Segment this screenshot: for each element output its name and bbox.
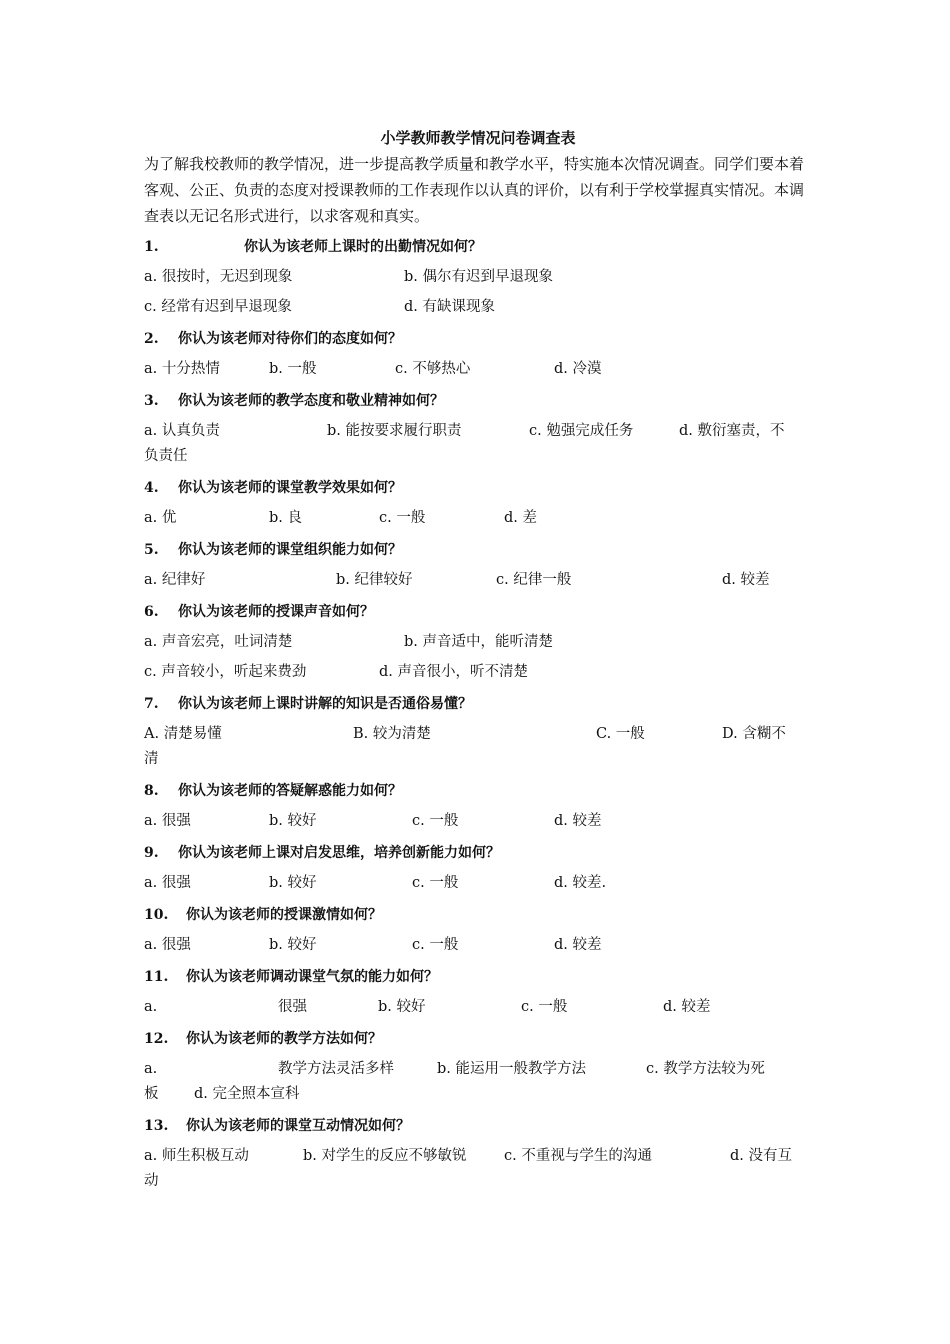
option-b[interactable]: b. 能按要求履行职责 [327,423,462,439]
options-7 [144,722,812,772]
options-10 [144,933,812,958]
question-number: 3. [144,393,159,409]
question-number: 11. [144,969,169,985]
option-c-continued: 板 [144,1086,159,1102]
option-d[interactable]: d. 有缺课现象 [404,299,495,315]
option-a[interactable]: a. 声音宏亮，吐词清楚 [144,634,293,650]
survey-document [144,125,812,1200]
option-b[interactable]: b. 对学生的反应不够敏锐 [303,1148,467,1164]
question-11 [144,964,812,990]
options-12 [144,1057,812,1107]
question-number: 9. [144,845,159,861]
option-d-continued: 清 [144,751,159,767]
option-d-continued: 动 [144,1173,159,1189]
page-title: 小学教师教学情况问卷调查表 [380,129,576,147]
option-b[interactable]: b. 较好 [378,999,426,1015]
option-b[interactable]: b. 一般 [269,361,317,377]
option-c[interactable]: c. 经常有迟到早退现象 [144,299,292,315]
option-c[interactable]: c. 教学方法较为死 [646,1061,765,1077]
question-number: 7. [144,696,159,712]
option-a[interactable]: a. 十分热情 [144,361,220,377]
question-number: 4. [144,480,159,496]
option-c[interactable]: c. 纪律一般 [496,572,572,588]
option-d[interactable]: d. 冷漠 [554,361,602,377]
question-text: 你认为该老师上课时讲解的知识是否通俗易懂？ [178,696,472,712]
question-number: 13. [144,1118,169,1134]
option-d[interactable]: d. 较差 [554,813,602,829]
option-b[interactable]: B. 较为清楚 [353,726,431,742]
question-number: 2. [144,331,159,347]
question-text: 你认为该老师的答疑解惑能力如何？ [178,783,402,799]
question-text: 你认为该老师的课堂教学效果如何？ [178,480,402,496]
option-a[interactable]: a. 很按时，无迟到现象 [144,269,293,285]
option-d[interactable]: d. 较差. [554,875,607,891]
options-13 [144,1144,812,1194]
option-a-marker[interactable]: a. [144,1061,158,1077]
option-a[interactable]: a. 纪律好 [144,572,206,588]
option-d[interactable]: D. 含糊不 [722,726,786,742]
option-b[interactable]: b. 能运用一般教学方法 [437,1061,586,1077]
option-a[interactable]: a. 优 [144,510,177,526]
question-10 [144,902,812,928]
option-d[interactable]: d. 完全照本宣科 [194,1086,300,1102]
question-text: 你认为该老师的教学方法如何？ [186,1031,382,1047]
question-12 [144,1026,812,1052]
question-text: 你认为该老师对待你们的态度如何？ [178,331,402,347]
question-number: 12. [144,1031,169,1047]
options-8 [144,809,812,834]
option-c[interactable]: C. 一般 [596,726,645,742]
option-b[interactable]: b. 较好 [269,813,317,829]
option-a[interactable]: A. 清楚易懂 [144,726,222,742]
question-3 [144,388,812,414]
question-7 [144,691,812,717]
option-a-label[interactable]: 教学方法灵活多样 [278,1061,394,1077]
options-1 [144,265,812,320]
options-9 [144,871,812,896]
options-3 [144,419,812,469]
option-c[interactable]: c. 不重视与学生的沟通 [504,1148,652,1164]
question-number: 1. [144,239,159,255]
question-9 [144,840,812,866]
option-d[interactable]: d. 较差 [722,572,770,588]
option-b[interactable]: b. 良 [269,510,303,526]
option-a[interactable]: a. 师生积极互动 [144,1148,249,1164]
option-d[interactable]: d. 差 [504,510,538,526]
option-c[interactable]: c. 一般 [412,813,459,829]
option-c[interactable]: c. 一般 [379,510,426,526]
question-number: 10. [144,907,169,923]
option-a[interactable]: a. 很强 [144,937,191,953]
option-d[interactable]: d. 较差 [663,999,711,1015]
question-2 [144,326,812,352]
option-d[interactable]: d. 没有互 [730,1148,792,1164]
question-text: 你认为该老师上课时的出勤情况如何？ [244,239,482,255]
question-6 [144,599,812,625]
option-b[interactable]: b. 声音适中，能听清楚 [404,634,553,650]
question-5 [144,537,812,563]
option-d[interactable]: d. 较差 [554,937,602,953]
question-number: 6. [144,604,159,620]
option-b[interactable]: b. 较好 [269,875,317,891]
option-a[interactable]: a. 认真负责 [144,423,220,439]
question-text: 你认为该老师的课堂互动情况如何？ [186,1118,410,1134]
option-a-marker[interactable]: a. [144,999,158,1015]
question-text: 你认为该老师的课堂组织能力如何？ [178,542,402,558]
option-c[interactable]: c. 不够热心 [395,361,471,377]
options-6 [144,630,812,685]
question-8 [144,778,812,804]
question-1 [144,234,812,260]
question-text: 你认为该老师调动课堂气氛的能力如何？ [186,969,438,985]
option-b[interactable]: b. 偶尔有迟到早退现象 [404,269,553,285]
question-text: 你认为该老师的教学态度和敬业精神如何？ [178,393,444,409]
option-d[interactable]: d. 敷衍塞责，不 [679,423,785,439]
option-c[interactable]: c. 一般 [412,875,459,891]
option-d-continued: 负责任 [144,448,188,464]
intro-paragraph: 为了解我校教师的教学情况，进一步提高教学质量和教学水平，特实施本次情况调查。同学们要本着客观、公正、负责的态度对授课教师的工作表现作以认真的评价，以有利于学校掌握真实情况。本调查表以无记名形式进行，以求客观和真实。 [144,155,805,225]
options-2 [144,357,812,382]
question-number: 8. [144,783,159,799]
option-a-label[interactable]: 很强 [278,999,307,1015]
question-4 [144,475,812,501]
option-a[interactable]: a. 很强 [144,813,191,829]
question-text: 你认为该老师的授课声音如何？ [178,604,374,620]
option-a[interactable]: a. 很强 [144,875,191,891]
question-number: 5. [144,542,159,558]
option-c[interactable]: c. 一般 [412,937,459,953]
option-b[interactable]: b. 较好 [269,937,317,953]
option-d[interactable]: d. 声音很小，听不清楚 [379,664,528,680]
option-c[interactable]: c. 勉强完成任务 [529,423,634,439]
question-text: 你认为该老师上课对启发思维，培养创新能力如何？ [178,845,500,861]
question-13 [144,1113,812,1139]
question-text: 你认为该老师的授课激情如何？ [186,907,382,923]
option-b[interactable]: b. 纪律较好 [336,572,413,588]
option-c[interactable]: c. 一般 [521,999,568,1015]
options-5 [144,568,812,593]
options-4 [144,506,812,531]
option-c[interactable]: c. 声音较小，听起来费劲 [144,664,307,680]
options-11 [144,995,812,1020]
